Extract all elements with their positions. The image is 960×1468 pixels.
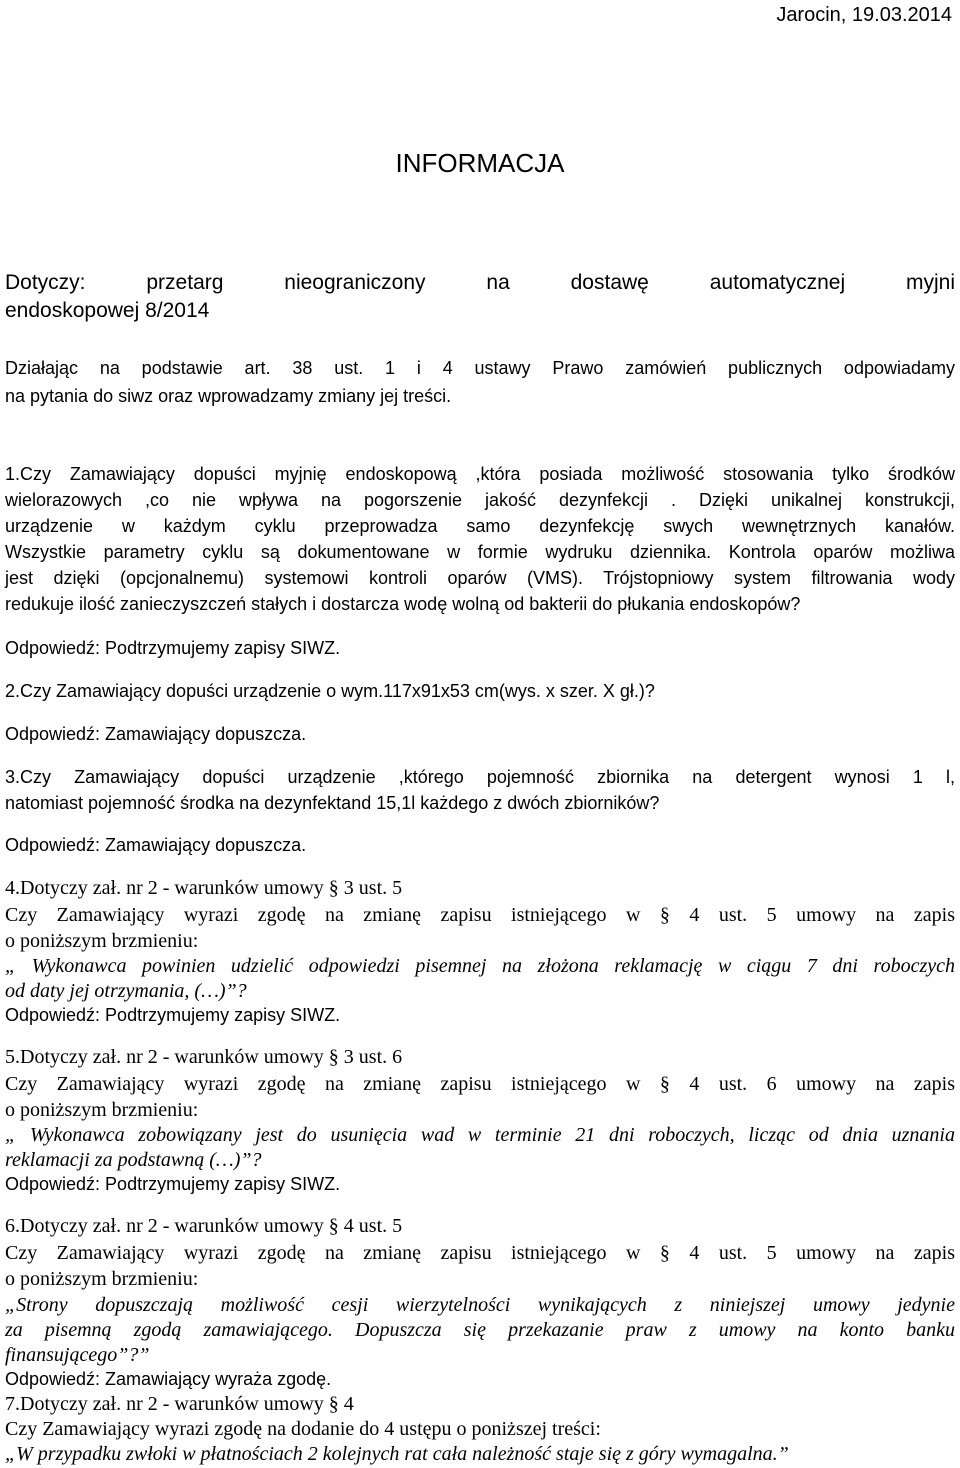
- q2-answer: Odpowiedź: Zamawiający dopuszcza.: [5, 724, 307, 744]
- q4-quote-2: od daty jej otrzymania, (…)”?: [5, 980, 247, 1002]
- subject-line-1: Dotyczy: przetarg nieograniczony na dostawę automatycznej myjni: [5, 271, 955, 294]
- q1-line-4: Wszystkie parametry cyklu są dokumentowane w formie wydruku dziennika. Kontrola oparów możliwa: [5, 542, 955, 562]
- q6-quote-1: „Strony dopuszczają możliwość cesji wierzytelności wynikających z niniejszej umowy jedynie: [5, 1294, 955, 1316]
- q4-line-2: o poniższym brzmieniu:: [5, 930, 199, 952]
- q6-quote-3: finansującego”?”: [5, 1344, 150, 1366]
- q7-quote-1: „W przypadku zwłoki w płatnościach 2 kolejnych rat cała należność staje się z góry wymagalna.”: [5, 1443, 789, 1465]
- q1-line-3: urządzenie w każdym cyklu przeprowadza samo dezynfekcję swych wewnętrznych kanałów.: [5, 516, 955, 536]
- q6-line-2: o poniższym brzmieniu:: [5, 1268, 199, 1290]
- q4-line-1: Czy Zamawiający wyrazi zgodę na zmianę zapisu istniejącego w § 4 ust. 5 umowy na zapis: [5, 904, 955, 926]
- q4-quote-1: „ Wykonawca powinien udzielić odpowiedzi pisemnej na złożona reklamację w ciągu 7 dni roboczych: [5, 955, 955, 977]
- q1-line-1: 1.Czy Zamawiający dopuści myjnię endoskopową ,która posiada możliwość stosowania tylko środków: [5, 464, 955, 484]
- q1-line-2: wielorazowych ,co nie wpływa na pogorszenie jakość dezynfekcji . Dzięki unikalnej konstrukcji,: [5, 490, 955, 510]
- q5-answer: Odpowiedź: Podtrzymujemy zapisy SIWZ.: [5, 1174, 341, 1194]
- q1-line-6: redukuje ilość zanieczyszczeń stałych i dostarcza wodę wolną od bakterii do płukania endoskopów?: [5, 594, 801, 614]
- q5-quote-2: reklamacji za podstawną (…)”?: [5, 1149, 262, 1171]
- subject-line-2: endoskopowej 8/2014: [5, 299, 210, 322]
- q3-line-1: 3.Czy Zamawiający dopuści urządzenie ,którego pojemność zbiornika na detergent wynosi 1 l,: [5, 767, 955, 787]
- q2-text: 2.Czy Zamawiający dopuści urządzenie o wym.117x91x53 cm(wys. x szer. X gł.)?: [5, 681, 655, 701]
- q1-line-5: jest dzięki (opcjonalnemu) systemowi kontroli oparów (VMS). Trójstopniowy system filtrowania wody: [5, 568, 955, 588]
- q1-answer: Odpowiedź: Podtrzymujemy zapisy SIWZ.: [5, 638, 341, 658]
- q3-line-2: natomiast pojemność środka na dezynfektand 15,1l każdego z dwóch zbiorników?: [5, 793, 660, 813]
- q4-heading: 4.Dotyczy zał. nr 2 - warunków umowy § 3 ust. 5: [5, 877, 403, 899]
- q5-heading: 5.Dotyczy zał. nr 2 - warunków umowy § 3 ust. 6: [5, 1046, 403, 1068]
- q5-line-1: Czy Zamawiający wyrazi zgodę na zmianę zapisu istniejącego w § 4 ust. 6 umowy na zapis: [5, 1073, 955, 1095]
- intro-line-1: Działając na podstawie art. 38 ust. 1 i 4 ustawy Prawo zamówień publicznych odpowiadamy: [5, 358, 955, 378]
- q7-line-1: Czy Zamawiający wyrazi zgodę na dodanie do 4 ustępu o poniższej treści:: [5, 1418, 601, 1440]
- q6-line-1: Czy Zamawiający wyrazi zgodę na zmianę zapisu istniejącego w § 4 ust. 5 umowy na zapis: [5, 1242, 955, 1264]
- q7-heading: 7.Dotyczy zał. nr 2 - warunków umowy § 4: [5, 1393, 354, 1415]
- q5-quote-1: „ Wykonawca zobowiązany jest do usunięcia wad w terminie 21 dni roboczych, licząc od dnia uznania: [5, 1124, 955, 1146]
- q5-line-2: o poniższym brzmieniu:: [5, 1099, 199, 1121]
- q6-heading: 6.Dotyczy zał. nr 2 - warunków umowy § 4 ust. 5: [5, 1215, 403, 1237]
- intro-line-2: na pytania do siwz oraz wprowadzamy zmiany jej treści.: [5, 386, 452, 406]
- q6-quote-2: za pisemną zgodą zamawiającego. Dopuszcza się przekazanie praw z umowy na konto banku: [5, 1319, 955, 1341]
- document-title: INFORMACJA: [395, 148, 565, 178]
- document-date: Jarocin, 19.03.2014: [776, 4, 952, 26]
- q3-answer: Odpowiedź: Zamawiający dopuszcza.: [5, 835, 307, 855]
- q6-answer: Odpowiedź: Zamawiający wyraża zgodę.: [5, 1369, 332, 1389]
- q4-answer: Odpowiedź: Podtrzymujemy zapisy SIWZ.: [5, 1005, 341, 1025]
